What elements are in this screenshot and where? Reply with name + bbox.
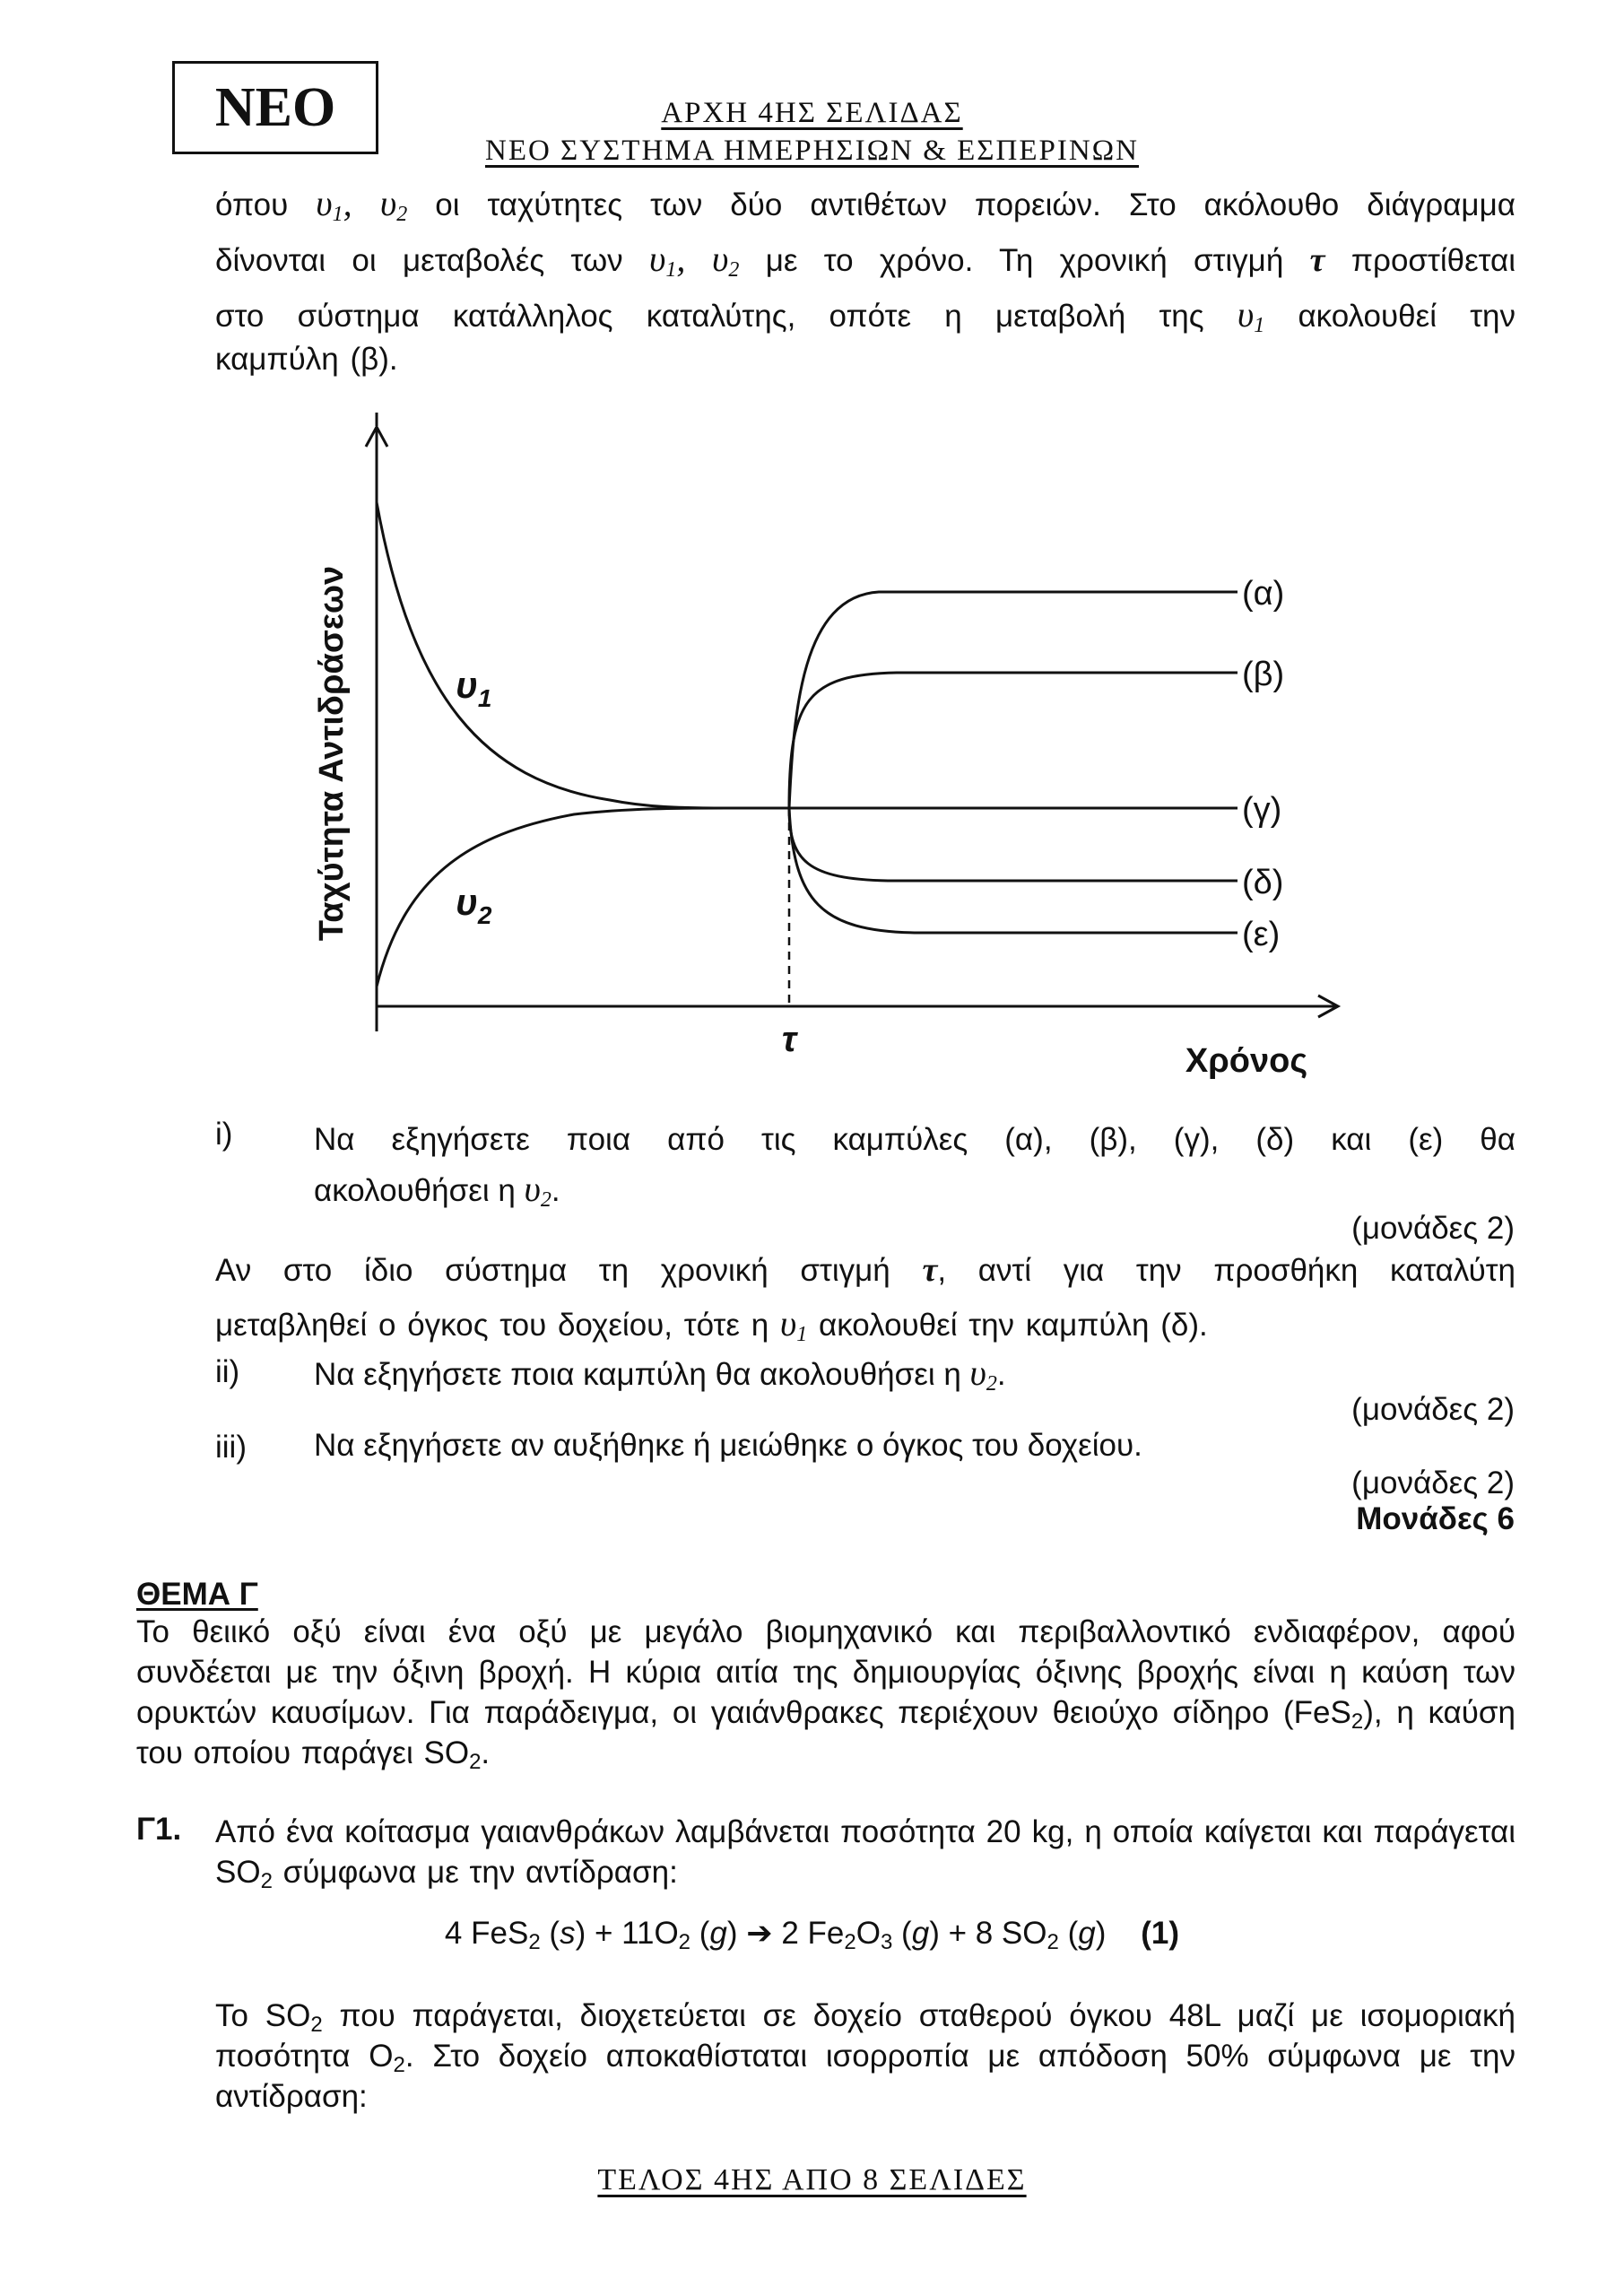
page-end-footer: ΤΕΛΟΣ 4ΗΣ ΑΠΟ 8 ΣΕΛΙΔΕΣ [597, 2163, 1027, 2196]
so2-paragraph: Το $SO_2$ που παράγεται, διοχετεύεται σε δοχείο σταθερού όγκου 48L μαζί με ισομοριακή ποσότητα $O_2$. Στο δοχείο αποκαθίσταται ισορροπία με απόδοση 50% σύμφωνα με την αντίδραση: [215, 1998, 1515, 2114]
curve-v2 [377, 808, 726, 987]
g1-text: Από ένα κοίτασμα γαιανθράκων λαμβάνεται ποσότητα 20 kg, η οποία καίγεται και παράγεται $SO_2$ σύμφωνα με την αντίδραση: [215, 1814, 1515, 1893]
x-axis-label: Χρόνος [1185, 1042, 1308, 1080]
total-marks: Μονάδες 6 [1356, 1501, 1515, 1536]
curve-delta [789, 808, 1238, 881]
curve-alpha [789, 592, 1238, 808]
question-2-number: ii) [215, 1354, 240, 1389]
y-axis-label: Ταχύτητα Αντιδράσεων [313, 565, 351, 942]
theme-c-intro: Το θειικό οξύ είναι ένα οξύ με μεγάλο βιομηχανικό και περιβαλλοντικό ενδιαφέρον, αφού συνδέεται με την όξινη βροχή. Η κύρια αιτία της δημιουργίας όξινης βροχής είναι η καύση των ορυκτών καυσίμων. Για παράδειγμα, οι γαιάνθρακες περιέχουν θειούχο σίδηρο (FeS$_2$), η καύση του οποίου παράγει $SO_2$. [136, 1614, 1515, 1774]
curve-label-alpha: (α) [1242, 575, 1285, 613]
theme-c-title: ΘΕΜΑ Γ [136, 1577, 258, 1612]
intro-line-4: καμπύλη (β). [215, 342, 398, 377]
combustion-equation: 4 FeS$_2$ $(s) + 11O_2$ (g) ➔ 2 $Fe_2O_3$ (g) + 8 $SO_2$ (g) (1) [444, 1916, 1180, 1954]
series-label-v1: $\upsilon_1$ [456, 664, 492, 712]
curve-label-epsilon: (ε) [1242, 916, 1281, 953]
curve-epsilon [789, 808, 1238, 933]
question-1-line-1: Να εξηγήσετε ποια από τις καμπύλες (α), (β), (γ), (δ) και (ε) θα [314, 1122, 1515, 1157]
curve-label-gamma: (γ) [1242, 791, 1282, 829]
question-3-text: Να εξηγήσετε αν αυξήθηκε ή μειώθηκε ο όγκος του δοχείου. [314, 1428, 1142, 1463]
question-3-marks: (μονάδες 2) [1351, 1465, 1515, 1500]
question-2-text: Να εξηγήσετε ποια καμπύλη θα ακολουθήσει η $\upsilon_2$. [314, 1352, 1006, 1396]
intro-line-2: δίνονται οι μεταβολές των $\upsilon_1$, $\upsilon_2$ με το χρόνο. Τη χρονική στιγμή τ προστίθεται [215, 239, 1516, 282]
reaction-rate-chart [305, 413, 1363, 1094]
tau-marker-label: τ [781, 1020, 797, 1059]
volume-change-line-1: Αν στο ίδιο σύστημα τη χρονική στιγμή τ, αντί για την προσθήκη καταλύτη [215, 1251, 1515, 1289]
intro-line-1: όπου $\upsilon_1$, $\upsilon_2$ οι ταχύτητες των δύο αντιθέτων πορειών. Στο ακόλουθο διάγραμμα [215, 183, 1515, 226]
volume-change-line-2: μεταβληθεί ο όγκος του δοχείου, τότε η $\upsilon_1$ ακολουθεί την καμπύλη (δ). [215, 1303, 1208, 1346]
question-2-marks: (μονάδες 2) [1351, 1392, 1515, 1427]
exam-system-header: ΝΕΟ ΣΥΣΤΗΜΑ ΗΜΕΡΗΣΙΩΝ & ΕΣΠΕΡΙΝΩΝ [484, 135, 1140, 167]
curve-beta [789, 673, 1238, 808]
curve-label-delta: (δ) [1242, 864, 1284, 901]
curve-label-beta: (β) [1242, 656, 1285, 693]
equation-number: (1) [1141, 1916, 1180, 1951]
g1-number: Γ1. [136, 1812, 182, 1847]
page-start-header: ΑΡΧΗ 4ΗΣ ΣΕΛΙΔΑΣ [661, 97, 963, 129]
question-1-line-2: ακολουθήσει η $\upsilon_2$. [314, 1169, 560, 1212]
curve-v1 [377, 502, 789, 808]
series-label-v2: $\upsilon_2$ [456, 881, 492, 929]
question-1-marks: (μονάδες 2) [1351, 1211, 1515, 1246]
question-3-number: iii) [215, 1430, 247, 1465]
new-system-badge: ΝΕΟ [172, 61, 378, 154]
intro-line-3: στο σύστημα κατάλληλος καταλύτης, οπότε η μεταβολή της $\upsilon_1$ ακολουθεί την [215, 294, 1515, 337]
arrow-icon: ➔ [746, 1916, 773, 1951]
question-1-number: i) [215, 1117, 233, 1152]
